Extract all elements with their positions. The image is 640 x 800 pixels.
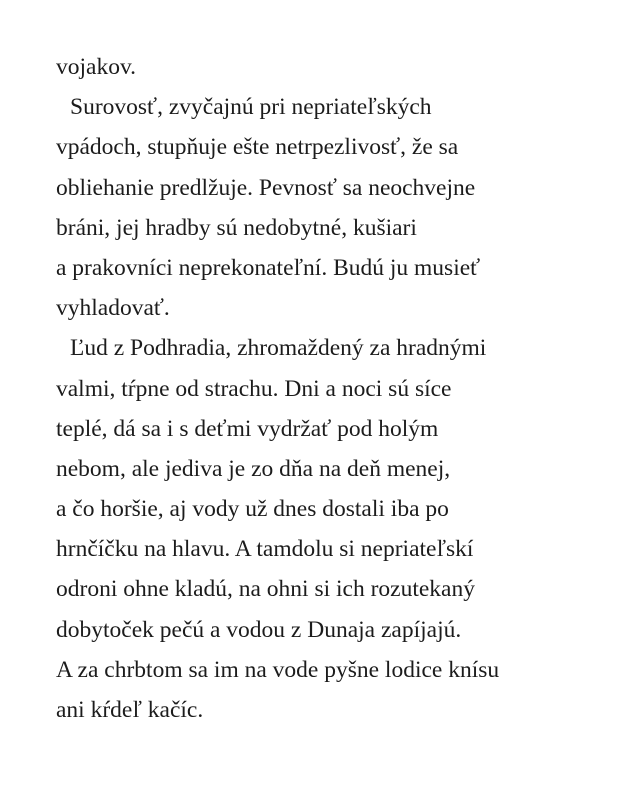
text-line: a čo horšie, aj vody už dnes dostali iba po xyxy=(56,496,449,523)
text-line: obliehanie predlžuje. Pevnosť sa neochvejne xyxy=(56,174,476,201)
text-line: A za chrbtom sa im na vode pyšne lodice knísu xyxy=(56,656,500,683)
text-line: ani kŕdeľ kačíc. xyxy=(56,697,204,723)
text-line: vyhladovať. xyxy=(56,295,170,322)
text-line: dobytoček pečú a vodou z Dunaja zapíjajú. xyxy=(56,616,462,643)
text-line: hrnčíčku na hlavu. A tamdolu si nepriateľskí xyxy=(56,536,474,563)
text-line: nebom, ale jediva je zo dňa na deň menej, xyxy=(56,455,451,482)
paragraph-start-line: Ľud z Podhradia, zhromaždený za hradnými xyxy=(70,335,487,362)
text-line: vojakov. xyxy=(56,54,137,80)
text-line: a prakovníci neprekonateľní. Budú ju musieť xyxy=(56,254,481,281)
text-line: vpádoch, stupňuje ešte netrpezlivosť, že sa xyxy=(56,134,459,161)
text-line: bráni, jej hradby sú nedobytné, kušiari xyxy=(56,214,417,241)
text-line: odroni ohne kladú, na ohni si ich rozutekaný xyxy=(56,576,475,603)
text-line: valmi, tŕpne od strachu. Dni a noci sú síce xyxy=(56,375,452,402)
paragraph-start-line: Surovosť, zvyčajnú pri nepriateľských xyxy=(70,94,432,121)
text-line: teplé, dá sa i s deťmi vydržať pod holým xyxy=(56,415,439,442)
